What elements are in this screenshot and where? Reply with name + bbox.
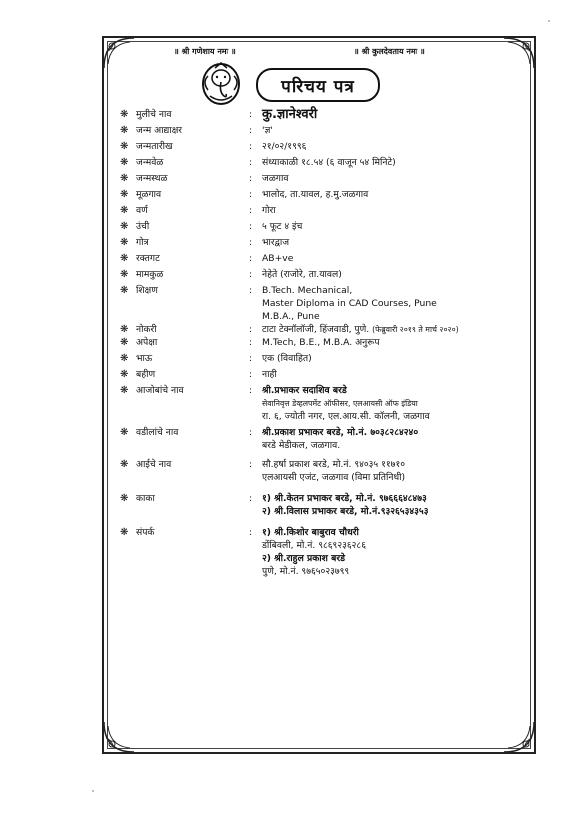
bullet-icon: ❋ <box>120 324 129 335</box>
field-label: जन्मतारीख <box>136 141 173 152</box>
field-label: रक्तगट <box>136 253 160 264</box>
field-colon: : <box>249 427 253 438</box>
field-colon: : <box>249 205 253 216</box>
field-value-line: M.Tech, B.E., M.B.A. अनुरूप <box>262 337 380 348</box>
field-label: वर्ण <box>136 205 148 216</box>
field-colon: : <box>249 459 253 470</box>
field-value-line: AB+ve <box>262 253 294 264</box>
bullet-icon: ❋ <box>120 337 129 348</box>
field-value-line: सौ.हर्षा प्रकाश बरडे, मो.नं. ९४०३५ ११७१० <box>262 459 406 470</box>
field-value-line: बरडे मेडीकल, जळगाव. <box>262 440 341 451</box>
field-value-line: २) श्री.राहुल प्रकाश बरडे <box>262 553 346 564</box>
bullet-icon: ❋ <box>120 141 129 152</box>
field-value-line: नेहेते (राजोरे, ता.यावल) <box>262 269 342 280</box>
corner-ornament-icon <box>502 36 536 70</box>
field-colon: : <box>249 141 253 152</box>
field-colon: : <box>249 157 253 168</box>
field-value-line: एक (विवाहित) <box>262 353 312 364</box>
field-value <box>262 108 532 121</box>
field-value-line: Master Diploma in CAD Courses, Pune <box>262 298 437 309</box>
field-label: भाऊ <box>136 353 153 364</box>
field-value <box>262 336 532 349</box>
field-value <box>262 352 532 365</box>
field-value <box>262 426 532 452</box>
field-colon: : <box>249 253 253 264</box>
field-label: संपर्क <box>136 527 155 538</box>
field-value-line: १) श्री.किशोर बाबुराव चौधरी <box>262 527 359 538</box>
scan-speck <box>548 20 550 22</box>
field-value <box>262 268 532 281</box>
bullet-icon: ❋ <box>120 125 129 136</box>
field-colon: : <box>249 353 253 364</box>
field-value-line: टाटा टेक्नॉलॉजी, हिंजवाडी, पुणे. (फेब्रुवारी २०१९ ते मार्च २०२०) <box>262 324 459 335</box>
bullet-icon: ❋ <box>120 493 129 504</box>
field-colon: : <box>249 237 253 248</box>
bullet-icon: ❋ <box>120 285 129 296</box>
field-value-line: B.Tech. Mechanical, <box>262 285 353 296</box>
field-value-line: १) श्री.केतन प्रभाकर बरडे, मो.नं. ९७६६६४८४७३ <box>262 493 427 504</box>
corner-ornament-icon <box>102 720 136 754</box>
field-colon: : <box>249 221 253 232</box>
bullet-icon: ❋ <box>120 427 129 438</box>
bullet-icon: ❋ <box>120 189 129 200</box>
field-colon: : <box>249 269 253 280</box>
field-note: (फेब्रुवारी २०१९ ते मार्च २०२०) <box>372 325 459 334</box>
field-value-line: भारद्वाज <box>262 237 290 248</box>
field-label: वडीलांचे नाव <box>136 427 179 438</box>
bullet-icon: ❋ <box>120 205 129 216</box>
field-value <box>262 384 532 423</box>
field-label: काका <box>136 493 155 504</box>
bullet-icon: ❋ <box>120 527 129 538</box>
field-value <box>262 323 532 336</box>
field-value <box>262 526 532 578</box>
bullet-icon: ❋ <box>120 253 129 264</box>
bullet-icon: ❋ <box>120 109 129 120</box>
field-colon: : <box>249 527 253 538</box>
field-value <box>262 220 532 233</box>
field-colon: : <box>249 173 253 184</box>
field-label: मूळगाव <box>136 189 162 200</box>
field-label: उंची <box>136 221 150 232</box>
field-value <box>262 368 532 381</box>
field-colon: : <box>249 125 253 136</box>
field-value <box>262 140 532 153</box>
field-value <box>262 156 532 169</box>
field-value-line: २१/०२/१९९६ <box>262 141 307 152</box>
field-value-line: नाही <box>262 369 277 380</box>
corner-ornament-icon <box>502 720 536 754</box>
field-label: जन्मस्थळ <box>136 173 168 184</box>
field-colon: : <box>249 189 253 200</box>
field-label: आईचे नाव <box>136 459 172 470</box>
field-label: नोकरी <box>136 324 157 335</box>
bullet-icon: ❋ <box>120 269 129 280</box>
field-label: आजोबांचे नाव <box>136 385 184 396</box>
bullet-icon: ❋ <box>120 353 129 364</box>
field-value <box>262 252 532 265</box>
field-value-line: डोंबिवली, मो.नं. ९८६९२३६२८६ <box>262 540 366 551</box>
field-label: गोत्र <box>136 237 149 248</box>
bullet-icon: ❋ <box>120 385 129 396</box>
field-colon: : <box>249 285 253 296</box>
bullet-icon: ❋ <box>120 459 129 470</box>
field-value <box>262 458 532 484</box>
field-label: अपेक्षा <box>136 337 158 348</box>
field-value-line: श्री.प्रभाकर सदाशिव बरडे <box>262 385 347 396</box>
field-value-line: एलआयसी एजंट, जळगाव (विमा प्रतिनिधी) <box>262 472 406 483</box>
corner-ornament-icon <box>102 36 136 70</box>
field-value-line: २) श्री.विलास प्रभाकर बरडे, मो.नं.९३२६५३४३५३ <box>262 506 429 517</box>
field-value-line: M.B.A., Pune <box>262 311 320 322</box>
field-label: बहीण <box>136 369 156 380</box>
field-value-line: श्री.प्रकाश प्रभाकर बरडे, मो.नं. ७०३८२८४२४० <box>262 427 419 438</box>
field-value-line: संध्याकाळी १८.५४ (६ वाजून ५४ मिनिटे) <box>262 157 396 168</box>
field-value-line: पुणे, मो.नं. ९७६५०२३७९९ <box>262 566 350 577</box>
bullet-icon: ❋ <box>120 173 129 184</box>
field-value-line: 'ज्ञ' <box>262 125 273 136</box>
field-value-line: कु.ज्ञानेश्वरी <box>262 107 318 122</box>
biodata-card <box>102 36 536 754</box>
field-value-line: भालोद, ता.यावल, ह.मु.जळगाव <box>262 189 369 200</box>
field-value <box>262 204 532 217</box>
field-label: जन्मवेळ <box>136 157 164 168</box>
field-label: शिक्षण <box>136 285 158 296</box>
bullet-icon: ❋ <box>120 369 129 380</box>
field-value <box>262 188 532 201</box>
blessing-left: ॥ श्री गणेशाय नमः ॥ <box>174 47 236 56</box>
field-colon: : <box>249 493 253 504</box>
field-label: मुलीचे नाव <box>136 109 172 120</box>
field-colon: : <box>249 337 253 348</box>
field-value-line: जळगाव <box>262 173 289 184</box>
field-value <box>262 172 532 185</box>
field-value <box>262 236 532 249</box>
field-colon: : <box>249 385 253 396</box>
field-value <box>262 492 532 518</box>
field-value-line: गोरा <box>262 205 276 216</box>
ganesh-icon <box>200 60 242 106</box>
blessing-right: ॥ श्री कुलदेवताय नमः ॥ <box>354 47 425 56</box>
scan-speck <box>92 790 94 792</box>
field-value-line: रा. ६, ज्योती नगर, एल.आय.सी. कॉलनी, जळगाव <box>262 411 430 422</box>
field-value <box>262 284 532 323</box>
field-value-line: ५ फूट ४ इंच <box>262 221 303 232</box>
bullet-icon: ❋ <box>120 221 129 232</box>
field-colon: : <box>249 324 253 335</box>
field-colon: : <box>249 109 253 120</box>
field-label: जन्म आद्याक्षर <box>136 125 183 136</box>
bullet-icon: ❋ <box>120 157 129 168</box>
bullet-icon: ❋ <box>120 237 129 248</box>
field-value <box>262 124 532 137</box>
field-colon: : <box>249 369 253 380</box>
page-title: परिचय पत्र <box>256 68 380 102</box>
field-label: मामकुळ <box>136 269 164 280</box>
field-value-line: सेवानिवृत्त डेव्हलपमेंट ऑफीसर, एलआयसी ऑफ इंडिया <box>262 399 418 408</box>
